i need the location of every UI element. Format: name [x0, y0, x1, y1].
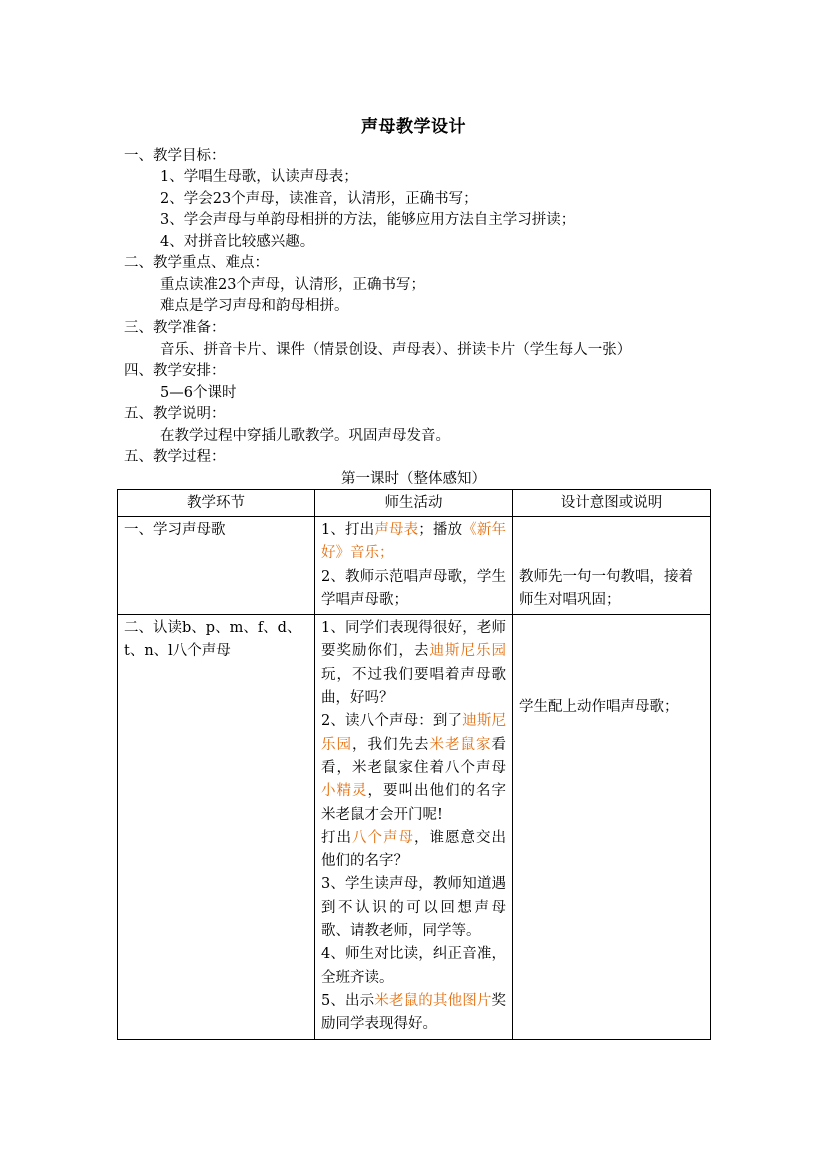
page-title: 声母教学设计: [361, 117, 466, 137]
activity-item: 4、师生对比读，纠正音准，全班齐读。: [321, 946, 506, 986]
highlight-text: 八个声母: [352, 829, 414, 846]
activity-text: 玩，不过我们要唱着声母歌曲，好吗？: [321, 666, 506, 707]
key-heading: 二、教学重点、难点：: [124, 255, 269, 271]
stage-cell: [118, 517, 315, 615]
header-activity: 师生活动: [315, 490, 513, 517]
table-row: [118, 615, 711, 1039]
prep-heading: 三、教学准备：: [124, 320, 226, 336]
highlight-text: 《新年好》音乐；: [321, 522, 507, 562]
table-caption: 第一课时（整体感知）: [341, 471, 486, 487]
goal-item: 3、学会声母与单韵母相拼的方法，能够应用方法自主学习拼读；: [160, 212, 576, 228]
explain-text: 在教学过程中穿插儿歌教学。巩固声母发音。: [160, 428, 450, 444]
table-header-row: [118, 490, 711, 517]
header-note: 设计意图或说明: [513, 490, 711, 517]
activity-text: 看看，米老鼠家住着八个声母: [321, 736, 506, 776]
table-row: [118, 517, 711, 615]
note-cell: [513, 615, 711, 1039]
process-heading: 五、教学过程：: [124, 449, 226, 465]
goal-item: 2、学会23个声母，读准音，认清形，正确书写；: [160, 191, 478, 207]
highlight-text: 小精灵: [321, 783, 368, 800]
explain-heading: 五、教学说明：: [124, 406, 226, 422]
note-text: 教师先一句一句教唱，接着师生对唱巩固；: [519, 568, 693, 608]
stage-text: 一、学习声母歌: [124, 522, 226, 538]
stage-text: 二、认读b、p、m、f、d、t、n、l八个声母: [124, 620, 302, 660]
highlight-text: 米老鼠的其他图片: [374, 992, 492, 1009]
goals-heading: 一、教学目标：: [124, 148, 226, 164]
key-point: 重点读准23个声母，认清形，正确书写；: [160, 277, 425, 293]
activity-text: ，要叫出他们的名字米老鼠才会开门呢!: [321, 783, 506, 823]
note-cell: [513, 517, 711, 615]
schedule-heading: 四、教学安排：: [124, 363, 226, 379]
activity-item: [321, 990, 506, 1037]
header-stage: 教学环节: [118, 490, 315, 517]
highlight-text: 迪斯尼乐园: [321, 713, 506, 753]
activity-cell: [315, 615, 513, 1039]
activity-text: 打出: [321, 829, 352, 846]
activity-text: 1、打出: [321, 522, 375, 538]
activity-item: [321, 519, 506, 566]
schedule-text: 5—6个课时: [160, 385, 237, 401]
activity-cell: [315, 517, 513, 615]
activity-text: 5、出示: [321, 992, 375, 1009]
lesson-table: [117, 489, 711, 1040]
activity-item: [321, 617, 506, 710]
key-point: 难点是学习声母和韵母相拼。: [160, 298, 349, 314]
note-text: 学生配上动作唱声母歌；: [519, 699, 679, 716]
activity-text: 2、读八个声母：到了: [321, 713, 463, 730]
stage-cell: [118, 615, 315, 1039]
goal-item: 1、学唱生母歌，认读声母表；: [160, 169, 358, 185]
goal-item: 4、对拼音比较感兴趣。: [160, 234, 315, 250]
activity-item: [321, 827, 506, 874]
highlight-text: 迪斯尼乐园: [429, 643, 506, 660]
prep-text: 音乐、拼音卡片、课件（情景创设、声母表）、拼读卡片（学生每人一张）: [160, 342, 632, 358]
activity-item: 2、教师示范唱声母歌，学生学唱声母歌；: [321, 568, 506, 608]
activity-text: 1、同学们表现得很好，老师要奖励你们，去: [321, 620, 506, 660]
activity-text: ，我们先去: [352, 736, 430, 753]
activity-text: 奖励同学表现得好。: [321, 992, 507, 1033]
highlight-text: 米老鼠家: [429, 736, 492, 753]
highlight-text: 声母表: [374, 522, 419, 538]
activity-text: ，谁愿意交出他们的名字？: [321, 829, 506, 870]
activity-item: 3、学生读声母，教师知道遇到不认识的可以回想声母歌、请教老师，同学等。: [321, 876, 506, 940]
activity-text: ；播放: [418, 522, 463, 538]
activity-item: [321, 710, 506, 826]
